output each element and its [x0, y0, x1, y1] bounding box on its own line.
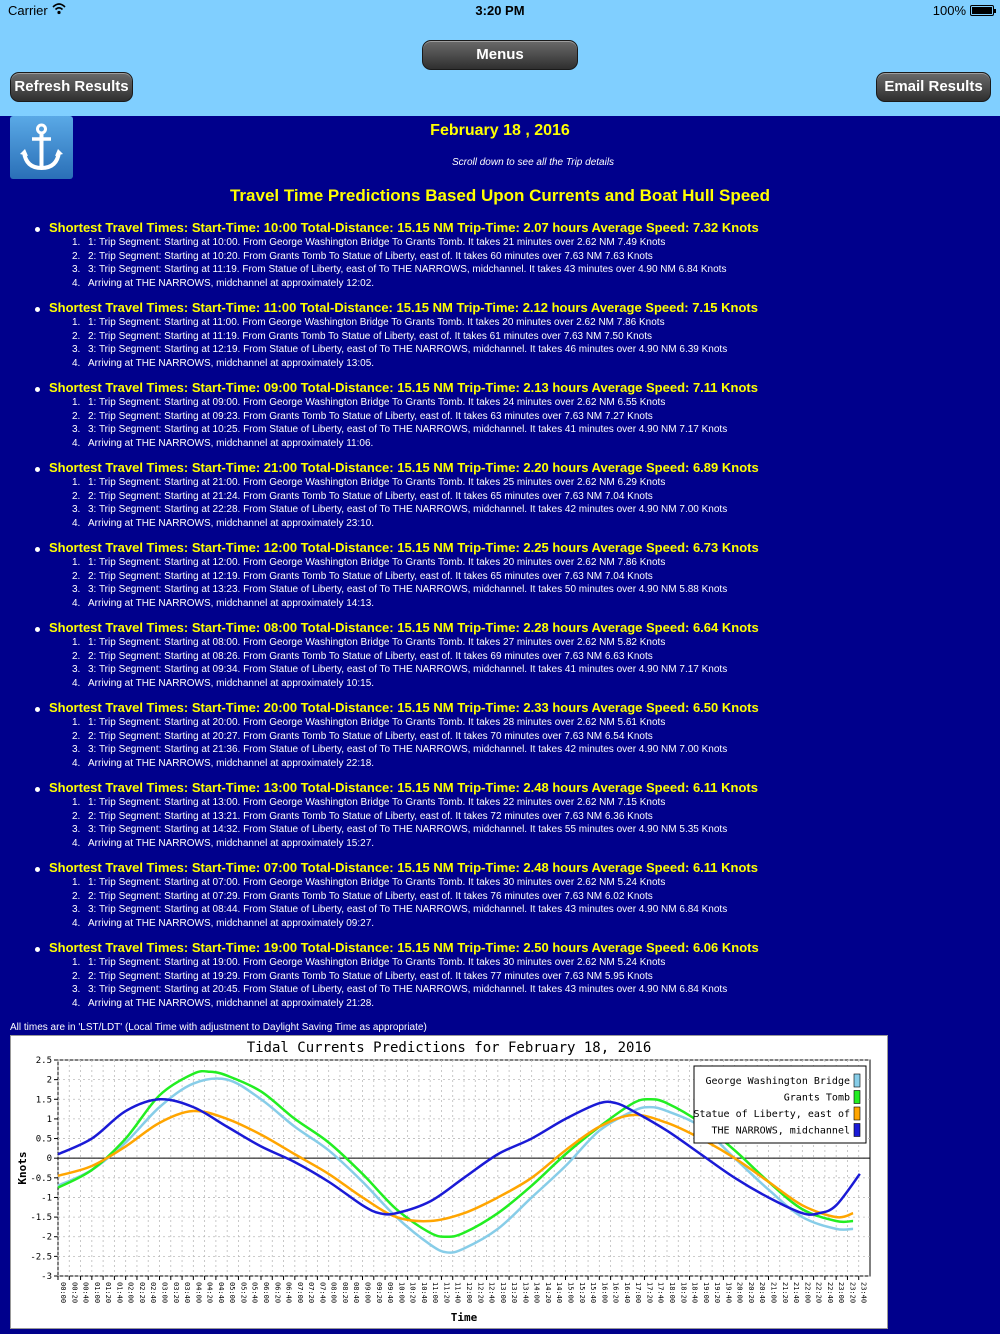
trip-segment — [72, 877, 727, 891]
list-number: 2. — [72, 970, 81, 982]
trip-segment-text: 1: Trip Segment: Starting at 10:00. From George Washington Bridge To Grants Tomb. It takes 21 minutes over 2.62 NM 7.49 Knots — [88, 237, 666, 248]
list-number: 2. — [72, 810, 81, 822]
x-tick-label: 13:20 — [510, 1282, 519, 1304]
x-tick-label: 20:20 — [746, 1282, 755, 1304]
bullet-icon — [35, 467, 40, 472]
x-tick-label: 07:40 — [318, 1282, 327, 1304]
trip-entry — [0, 380, 1000, 460]
x-tick-label: 18:20 — [679, 1282, 688, 1304]
x-tick-label: 19:40 — [724, 1282, 733, 1304]
trip-summary: Shortest Travel Times: Start-Time: 08:00 Total-Distance: 15.15 NM Trip-Time: 2.28 hours Average Speed: 6.64 Knots — [49, 620, 759, 635]
trip-summary: Shortest Travel Times: Start-Time: 20:00 Total-Distance: 15.15 NM Trip-Time: 2.33 hours Average Speed: 6.50 Knots — [49, 700, 759, 715]
trip-segment-text: 3: Trip Segment: Starting at 14:32. From Statue of Liberty, east of To THE NARROWS, midchannel. It takes 55 minutes over 4.90 NM 5.35 Knots — [88, 824, 728, 836]
clock: 3:20 PM — [475, 3, 525, 18]
y-tick-label: 2 — [46, 1075, 52, 1086]
trip-segment — [72, 250, 726, 265]
list-number: 3. — [72, 824, 81, 836]
x-tick-label: 15:40 — [589, 1282, 598, 1304]
x-tick-label: 07:00 — [295, 1282, 304, 1304]
trip-summary: Shortest Travel Times: Start-Time: 13:00 Total-Distance: 15.15 NM Trip-Time: 2.48 hours Average Speed: 6.11 Knots — [49, 780, 758, 795]
x-tick-label: 21:20 — [780, 1282, 789, 1304]
trip-segment — [72, 584, 728, 598]
trip-segment — [72, 758, 727, 772]
trip-segment-text: 2: Trip Segment: Starting at 08:26. From Grants Tomb To Statue of Liberty, east of. It takes 69 minutes over 7.63 NM 6.63 Knots — [88, 650, 653, 662]
list-number: 4. — [72, 678, 81, 690]
list-number: 3. — [72, 424, 81, 436]
trip-segment-text: 3: Trip Segment: Starting at 20:45. From Statue of Liberty, east of To THE NARROWS, midchannel. It takes 43 minutes over 4.90 NM 6.84 Knots — [88, 984, 728, 996]
x-tick-label: 05:00 — [228, 1282, 237, 1304]
trip-entry — [0, 300, 1000, 380]
bullet-icon — [35, 227, 40, 232]
trip-segment-text: 1: Trip Segment: Starting at 08:00. From George Washington Bridge To Grants Tomb. It takes 27 minutes over 2.62 NM 5.82 Knots — [88, 637, 666, 648]
scroll-note: Scroll down to see all the Trip details — [451, 157, 615, 168]
timezone-note: All times are in 'LST/LDT' (Local Time with adjustment to Daylight Saving Time as appropriate) — [10, 1022, 427, 1033]
list-number: 4. — [72, 438, 81, 450]
list-number: 1. — [72, 237, 81, 248]
trip-segment — [72, 637, 727, 651]
trip-segment — [72, 730, 727, 745]
trip-segment — [72, 278, 726, 292]
list-number: 3. — [72, 584, 81, 596]
x-tick-label: 10:20 — [408, 1282, 417, 1304]
trip-segment-text: Arriving at THE NARROWS, midchannel at approximately 15:27. — [88, 838, 375, 850]
x-axis-label: Time — [450, 1311, 478, 1324]
trip-segment-text: 2: Trip Segment: Starting at 19:29. From Grants Tomb To Statue of Liberty, east of. It takes 77 minutes over 7.63 NM 5.95 Knots — [88, 970, 653, 982]
trip-segment-text: 1: Trip Segment: Starting at 07:00. From George Washington Bridge To Grants Tomb. It takes 30 minutes over 2.62 NM 5.24 Knots — [88, 877, 666, 888]
list-number: 3. — [72, 664, 81, 676]
x-tick-label: 23:00 — [837, 1282, 846, 1304]
trip-segment — [72, 518, 727, 532]
x-tick-label: 13:40 — [521, 1282, 530, 1304]
x-tick-label: 23:40 — [859, 1282, 868, 1304]
list-number: 4. — [72, 358, 81, 370]
trip-segment-text: 3: Trip Segment: Starting at 21:36. From Statue of Liberty, east of To THE NARROWS, midchannel. It takes 42 minutes over 4.90 NM 7.00 Knots — [88, 744, 728, 756]
trip-segment-text: 3: Trip Segment: Starting at 13:23. From Statue of Liberty, east of To THE NARROWS, midchannel. It takes 50 minutes over 4.90 NM 5.88 Knots — [88, 584, 728, 596]
list-number: 1. — [72, 477, 81, 488]
carrier-label: Carrier — [8, 3, 48, 18]
x-tick-label: 13:00 — [498, 1282, 507, 1304]
bullet-icon — [35, 787, 40, 792]
x-tick-label: 23:20 — [848, 1282, 857, 1304]
y-tick-label: -1 — [41, 1193, 52, 1204]
trip-segment-text: 1: Trip Segment: Starting at 11:00. From George Washington Bridge To Grants Tomb. It takes 20 minutes over 2.62 NM 7.86 Knots — [88, 317, 665, 328]
list-number: 1. — [72, 877, 81, 888]
toolbar — [0, 22, 1000, 116]
trip-segment-text: 2: Trip Segment: Starting at 11:19. From Grants Tomb To Statue of Liberty, east of. It takes 61 minutes over 7.63 NM 7.50 Knots — [88, 330, 652, 342]
x-tick-label: 10:00 — [397, 1282, 406, 1304]
trip-segment — [72, 717, 727, 731]
list-number: 1. — [72, 717, 81, 728]
list-number: 1. — [72, 637, 81, 648]
battery-percent: 100% — [932, 3, 966, 18]
trip-segment-list — [72, 237, 727, 292]
list-number: 4. — [72, 998, 81, 1010]
trip-segment-text: 3: Trip Segment: Starting at 12:19. From Statue of Liberty, east of To THE NARROWS, midchannel. It takes 46 minutes over 4.90 NM 6.39 Knots — [88, 344, 728, 356]
trip-segment-text: Arriving at THE NARROWS, midchannel at approximately 09:27. — [88, 918, 375, 930]
list-number: 3. — [72, 904, 81, 916]
trip-segment — [72, 650, 727, 665]
legend-label: Grants Tomb — [783, 1092, 850, 1104]
x-tick-label: 12:00 — [465, 1282, 473, 1304]
x-tick-label: 11:20 — [442, 1282, 451, 1304]
trip-summary: Shortest Travel Times: Start-Time: 10:00 Total-Distance: 15.15 NM Trip-Time: 2.07 hours Average Speed: 7.32 Knots — [49, 220, 759, 235]
trip-segment — [72, 838, 727, 852]
list-number: 3. — [72, 504, 81, 516]
trip-segment-list — [72, 877, 728, 932]
list-number: 3. — [72, 264, 81, 276]
trip-segment — [72, 317, 727, 331]
chart-title: Tidal Currents Predictions for February 18, 2016 — [246, 1040, 652, 1056]
email-results-button[interactable]: Email Results — [876, 72, 991, 102]
bullet-icon — [35, 867, 40, 872]
trip-segment — [72, 237, 726, 251]
x-tick-label: 02:40 — [149, 1282, 158, 1304]
refresh-results-button[interactable]: Refresh Results — [10, 72, 133, 102]
trip-segment-text: 2: Trip Segment: Starting at 21:24. From Grants Tomb To Statue of Liberty, east of. It takes 65 minutes over 7.63 NM 7.04 Knots — [88, 490, 653, 502]
tidal-currents-chart — [10, 1035, 888, 1329]
x-tick-label: 16:40 — [622, 1282, 631, 1304]
trip-summary: Shortest Travel Times: Start-Time: 11:00 Total-Distance: 15.15 NM Trip-Time: 2.12 hours Average Speed: 7.15 Knots — [49, 300, 758, 315]
trip-summary: Shortest Travel Times: Start-Time: 12:00 Total-Distance: 15.15 NM Trip-Time: 2.25 hours Average Speed: 6.73 Knots — [49, 540, 759, 555]
y-tick-label: -3 — [41, 1272, 52, 1282]
trip-segment-text: 1: Trip Segment: Starting at 19:00. From George Washington Bridge To Grants Tomb. It takes 30 minutes over 2.62 NM 5.24 Knots — [88, 957, 666, 968]
trip-segment — [72, 330, 727, 345]
trip-summary: Shortest Travel Times: Start-Time: 07:00 Total-Distance: 15.15 NM Trip-Time: 2.48 hours Average Speed: 6.11 Knots — [49, 860, 758, 875]
x-tick-label: 15:00 — [566, 1282, 575, 1304]
list-number: 2. — [72, 570, 81, 582]
x-tick-label: 09:00 — [363, 1282, 372, 1304]
y-axis-label: Knots — [16, 1151, 29, 1185]
trip-segment — [72, 557, 727, 571]
list-number: 1. — [72, 397, 81, 408]
trip-segment — [72, 438, 727, 452]
trip-segment-text: 2: Trip Segment: Starting at 09:23. From Grants Tomb To Statue of Liberty, east of. It takes 63 minutes over 7.63 NM 7.27 Knots — [88, 410, 653, 422]
trip-segment-list — [72, 797, 728, 852]
trip-segment-text: 3: Trip Segment: Starting at 08:44. From Statue of Liberty, east of To THE NARROWS, midchannel. It takes 43 minutes over 4.90 NM 6.84 Knots — [88, 904, 728, 916]
legend-label: Statue of Liberty, east of — [693, 1109, 850, 1120]
x-tick-label: 01:00 — [92, 1282, 101, 1304]
bullet-icon — [35, 627, 40, 632]
bullet-icon — [35, 547, 40, 552]
trip-segment-text: Arriving at THE NARROWS, midchannel at approximately 13:05. — [88, 358, 375, 370]
list-number: 4. — [72, 758, 81, 770]
trip-segment — [72, 984, 728, 998]
x-tick-label: 08:00 — [329, 1282, 338, 1304]
x-tick-label: 02:00 — [126, 1282, 135, 1304]
status-bar — [0, 0, 1000, 22]
x-tick-label: 02:20 — [137, 1282, 146, 1304]
trip-segment-text: 1: Trip Segment: Starting at 12:00. From George Washington Bridge To Grants Tomb. It takes 20 minutes over 2.62 NM 7.86 Knots — [88, 557, 666, 568]
x-tick-label: 05:40 — [250, 1282, 259, 1304]
trip-entry — [0, 460, 1000, 540]
y-tick-label: 0 — [46, 1154, 52, 1165]
battery-icon — [970, 5, 994, 16]
x-tick-label: 06:40 — [284, 1282, 293, 1304]
trip-summary: Shortest Travel Times: Start-Time: 19:00 Total-Distance: 15.15 NM Trip-Time: 2.50 hours Average Speed: 6.06 Knots — [49, 940, 759, 955]
x-tick-label: 00:40 — [81, 1282, 90, 1304]
x-tick-label: 18:40 — [690, 1282, 699, 1304]
x-tick-label: 07:20 — [307, 1282, 316, 1304]
trip-entry — [0, 620, 1000, 700]
trip-segment — [72, 358, 727, 372]
list-number: 1. — [72, 557, 81, 568]
list-number: 4. — [72, 918, 81, 930]
x-tick-label: 05:20 — [239, 1282, 248, 1304]
trip-segment — [72, 957, 727, 971]
bullet-icon — [35, 387, 40, 392]
trip-entry — [0, 700, 1000, 780]
y-tick-label: 2.5 — [35, 1056, 52, 1066]
x-tick-label: 08:40 — [352, 1282, 361, 1304]
list-number: 3. — [72, 344, 81, 356]
legend-swatch — [854, 1107, 860, 1120]
trip-segment-text: 3: Trip Segment: Starting at 10:25. From Statue of Liberty, east of To THE NARROWS, midchannel. It takes 41 minutes over 4.90 NM 7.17 Knots — [88, 424, 728, 436]
trip-segment — [72, 504, 728, 518]
trip-segment — [72, 264, 727, 278]
x-tick-label: 04:00 — [194, 1282, 203, 1304]
trip-summary: Shortest Travel Times: Start-Time: 09:00 Total-Distance: 15.15 NM Trip-Time: 2.13 hours Average Speed: 7.11 Knots — [49, 380, 758, 395]
legend-label: George Washington Bridge — [705, 1076, 850, 1087]
x-tick-label: 15:20 — [577, 1282, 586, 1304]
trip-segment-list — [72, 317, 728, 372]
trip-segment — [72, 598, 727, 612]
trip-segment-list — [72, 397, 728, 452]
x-tick-label: 18:00 — [668, 1282, 676, 1304]
y-tick-label: 1 — [46, 1114, 52, 1125]
x-tick-label: 11:40 — [453, 1282, 462, 1304]
trip-segment — [72, 490, 727, 505]
list-number: 1. — [72, 957, 81, 968]
x-tick-label: 14:40 — [555, 1282, 564, 1304]
trip-segment-text: 2: Trip Segment: Starting at 10:20. From Grants Tomb To Statue of Liberty, east of. It takes 60 minutes over 7.63 NM 7.63 Knots — [88, 250, 653, 262]
trip-segment-list — [72, 717, 728, 772]
x-tick-label: 12:20 — [476, 1282, 485, 1304]
trip-entry — [0, 860, 1000, 940]
x-tick-label: 19:00 — [701, 1282, 710, 1304]
x-tick-label: 19:20 — [713, 1282, 722, 1304]
trip-segment — [72, 410, 727, 425]
trip-segment-text: 1: Trip Segment: Starting at 09:00. From George Washington Bridge To Grants Tomb. It takes 24 minutes over 2.62 NM 6.55 Knots — [88, 397, 666, 408]
x-tick-label: 12:40 — [487, 1282, 496, 1304]
x-tick-label: 17:40 — [656, 1282, 665, 1304]
trip-entry — [0, 540, 1000, 620]
list-number: 2. — [72, 250, 81, 262]
x-tick-label: 08:20 — [340, 1282, 349, 1304]
trip-segment — [72, 344, 728, 358]
legend-swatch — [854, 1091, 860, 1104]
x-tick-label: 04:20 — [205, 1282, 214, 1304]
trip-segment-list — [72, 557, 728, 612]
trip-segment-text: 1: Trip Segment: Starting at 20:00. From George Washington Bridge To Grants Tomb. It takes 28 minutes over 2.62 NM 5.61 Knots — [88, 717, 666, 728]
trip-segment-text: 3: Trip Segment: Starting at 09:34. From Statue of Liberty, east of To THE NARROWS, midchannel. It takes 41 minutes over 4.90 NM 7.17 Knots — [88, 664, 728, 676]
list-number: 2. — [72, 490, 81, 502]
x-tick-label: 03:00 — [160, 1282, 169, 1304]
list-number: 2. — [72, 730, 81, 742]
y-tick-label: -2 — [41, 1232, 52, 1243]
bullet-icon — [35, 947, 40, 952]
x-tick-label: 03:40 — [183, 1282, 192, 1304]
x-tick-label: 06:00 — [262, 1282, 270, 1304]
trip-segment — [72, 664, 728, 678]
trip-segment-text: Arriving at THE NARROWS, midchannel at approximately 11:06. — [88, 438, 374, 450]
trip-entry — [0, 940, 1000, 1020]
x-tick-label: 17:00 — [634, 1282, 643, 1304]
trip-segment — [72, 970, 727, 985]
x-tick-label: 06:20 — [273, 1282, 282, 1304]
x-tick-label: 14:00 — [532, 1282, 541, 1304]
trip-segment-text: 2: Trip Segment: Starting at 07:29. From Grants Tomb To Statue of Liberty, east of. It takes 76 minutes over 7.63 NM 6.02 Knots — [88, 890, 653, 902]
x-tick-label: 01:40 — [115, 1282, 124, 1304]
list-number: 4. — [72, 278, 81, 290]
x-tick-label: 22:00 — [803, 1282, 812, 1304]
trip-entry — [0, 780, 1000, 860]
x-tick-label: 20:00 — [735, 1282, 744, 1304]
trip-segment-text: Arriving at THE NARROWS, midchannel at approximately 14:13. — [88, 598, 375, 610]
trip-segment-list — [72, 957, 728, 1012]
legend-swatch — [854, 1074, 860, 1087]
trip-segment — [72, 570, 727, 585]
trip-segment-text: 2: Trip Segment: Starting at 12:19. From Grants Tomb To Statue of Liberty, east of. It takes 65 minutes over 7.63 NM 7.04 Knots — [88, 570, 653, 582]
x-tick-label: 10:40 — [419, 1282, 428, 1304]
legend-swatch — [854, 1124, 860, 1137]
x-tick-label: 20:40 — [758, 1282, 767, 1304]
trip-segment-list — [72, 477, 728, 532]
x-tick-label: 16:20 — [611, 1282, 620, 1304]
list-number: 4. — [72, 838, 81, 850]
trip-segment — [72, 998, 727, 1012]
x-tick-label: 11:00 — [431, 1282, 440, 1304]
x-tick-label: 09:40 — [386, 1282, 395, 1304]
list-number: 3. — [72, 744, 81, 756]
x-tick-label: 00:00 — [59, 1282, 67, 1304]
list-number: 1. — [72, 317, 81, 328]
trip-segment — [72, 424, 728, 438]
trip-segment-text: Arriving at THE NARROWS, midchannel at approximately 10:15. — [88, 678, 375, 690]
list-number: 4. — [72, 598, 81, 610]
trip-segment-text: Arriving at THE NARROWS, midchannel at approximately 23:10. — [88, 518, 375, 530]
trip-segment-text: 1: Trip Segment: Starting at 21:00. From George Washington Bridge To Grants Tomb. It takes 25 minutes over 2.62 NM 6.29 Knots — [88, 477, 666, 488]
y-tick-label: -0.5 — [30, 1173, 52, 1184]
trip-segment — [72, 824, 728, 838]
trip-segment-text: 3: Trip Segment: Starting at 11:19. From Statue of Liberty, east of To THE NARROWS, midchannel. It takes 43 minutes over 4.90 NM 6.84 Knots — [88, 264, 727, 276]
menus-button[interactable]: Menus — [422, 40, 578, 70]
x-tick-label: 09:20 — [374, 1282, 383, 1304]
legend-label: THE NARROWS, midchannel — [711, 1125, 850, 1137]
y-tick-label: -2.5 — [30, 1252, 52, 1263]
list-number: 2. — [72, 330, 81, 342]
trip-segment-text: Arriving at THE NARROWS, midchannel at approximately 12:02. — [88, 278, 375, 290]
list-number: 3. — [72, 984, 81, 996]
list-number: 2. — [72, 410, 81, 422]
y-tick-label: 0.5 — [35, 1134, 52, 1145]
x-tick-label: 22:40 — [825, 1282, 834, 1304]
trip-list — [0, 220, 1000, 1020]
trip-segment — [72, 477, 727, 491]
trip-segment — [72, 678, 727, 692]
trip-segment — [72, 810, 727, 825]
y-tick-label: -1.5 — [30, 1213, 52, 1224]
trip-segment — [72, 744, 728, 758]
x-tick-label: 14:20 — [543, 1282, 552, 1304]
trip-segment — [72, 797, 727, 811]
trip-entry — [0, 220, 1000, 300]
trip-segment — [72, 904, 728, 918]
list-number: 1. — [72, 797, 81, 808]
x-tick-label: 17:20 — [645, 1282, 654, 1304]
x-tick-label: 21:40 — [792, 1282, 801, 1304]
x-tick-label: 00:20 — [70, 1282, 79, 1304]
trip-segment-text: 2: Trip Segment: Starting at 20:27. From Grants Tomb To Statue of Liberty, east of. It takes 70 minutes over 7.63 NM 6.54 Knots — [88, 730, 653, 742]
trip-summary: Shortest Travel Times: Start-Time: 21:00 Total-Distance: 15.15 NM Trip-Time: 2.20 hours Average Speed: 6.89 Knots — [49, 460, 759, 475]
list-number: 4. — [72, 518, 81, 530]
trip-segment-text: 3: Trip Segment: Starting at 22:28. From Statue of Liberty, east of To THE NARROWS, midchannel. It takes 42 minutes over 4.90 NM 7.00 Knots — [88, 504, 728, 516]
bullet-icon — [35, 707, 40, 712]
x-tick-label: 16:00 — [600, 1282, 609, 1304]
trip-segment — [72, 918, 727, 932]
list-number: 2. — [72, 650, 81, 662]
trip-segment — [72, 397, 727, 411]
bullet-icon — [35, 307, 40, 312]
trip-segment — [72, 890, 727, 905]
trip-segment-text: 1: Trip Segment: Starting at 13:00. From George Washington Bridge To Grants Tomb. It takes 22 minutes over 2.62 NM 7.15 Knots — [88, 797, 666, 808]
list-number: 2. — [72, 890, 81, 902]
x-tick-label: 01:20 — [104, 1282, 113, 1304]
trip-segment-list — [72, 637, 728, 692]
x-tick-label: 03:20 — [171, 1282, 180, 1304]
trip-segment-text: 2: Trip Segment: Starting at 13:21. From Grants Tomb To Statue of Liberty, east of. It takes 72 minutes over 7.63 NM 6.36 Knots — [88, 810, 653, 822]
page-title: Travel Time Predictions Based Upon Currents and Boat Hull Speed — [229, 186, 771, 205]
trip-segment-text: Arriving at THE NARROWS, midchannel at approximately 21:28. — [88, 998, 375, 1010]
y-tick-label: 1.5 — [35, 1095, 52, 1106]
page-date: February 18 , 2016 — [430, 122, 570, 139]
x-tick-label: 04:40 — [216, 1282, 225, 1304]
trip-segment-text: Arriving at THE NARROWS, midchannel at approximately 22:18. — [88, 758, 375, 770]
x-tick-label: 21:00 — [769, 1282, 778, 1304]
x-tick-label: 22:20 — [814, 1282, 823, 1304]
